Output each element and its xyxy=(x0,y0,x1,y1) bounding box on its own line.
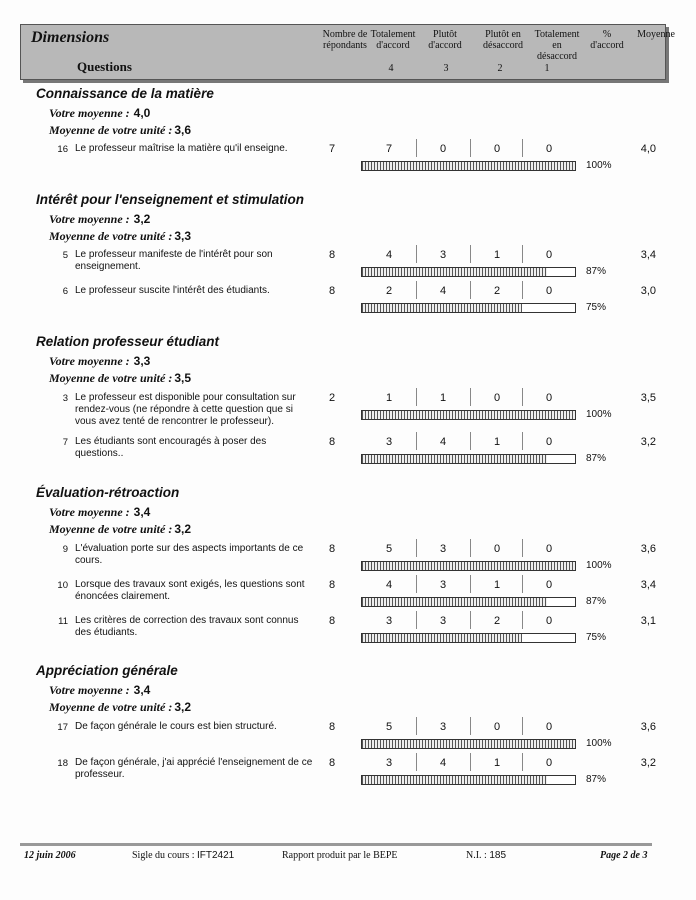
footer-course-label: Sigle du cours : xyxy=(132,850,195,861)
column-separator xyxy=(416,432,417,450)
response-count-1: 0 xyxy=(545,249,553,261)
header-scale-3: 3 xyxy=(443,63,449,74)
response-count-4: 4 xyxy=(385,579,393,591)
question-mean: 3,5 xyxy=(640,392,656,404)
agreement-bar xyxy=(361,633,576,643)
response-count-1: 0 xyxy=(545,721,553,733)
column-separator xyxy=(416,575,417,593)
response-count-1: 0 xyxy=(545,143,553,155)
response-count-3: 4 xyxy=(439,757,447,769)
agreement-percent: 100% xyxy=(586,409,612,420)
question-mean: 3,2 xyxy=(640,436,656,448)
question-text: Le professeur suscite l'intérêt des étudiants. xyxy=(75,285,270,296)
section-title: Intérêt pour l'enseignement et stimulation xyxy=(36,192,304,207)
column-separator xyxy=(522,611,523,629)
unit-mean-value: 3,5 xyxy=(174,371,192,385)
question-number: 5 xyxy=(62,250,68,261)
column-separator xyxy=(470,575,471,593)
question-number: 18 xyxy=(57,758,68,769)
unit-mean: Moyenne de votre unité : 3,5 xyxy=(49,371,192,385)
response-count-1: 0 xyxy=(545,543,553,555)
agreement-percent: 87% xyxy=(586,266,607,277)
your-mean-value: 3,3 xyxy=(133,354,151,368)
header-column-4: Totalement en désaccord xyxy=(534,29,580,62)
agreement-bar xyxy=(361,410,576,420)
column-separator xyxy=(522,575,523,593)
agreement-bar xyxy=(361,739,576,749)
response-count-3: 3 xyxy=(439,543,447,555)
agreement-bar-fill xyxy=(362,162,575,170)
response-count-4: 2 xyxy=(385,285,393,297)
column-separator xyxy=(416,281,417,299)
response-count-3: 4 xyxy=(439,285,447,297)
header-column-1: Totalement d'accord xyxy=(370,29,416,51)
question-text: De façon générale, j'ai apprécié l'enseignement de ce professeur. xyxy=(75,757,313,780)
column-separator xyxy=(470,753,471,771)
respondent-count: 8 xyxy=(328,615,336,627)
your-mean: Votre moyenne : 3,2 xyxy=(49,212,151,226)
unit-mean: Moyenne de votre unité : 3,3 xyxy=(49,229,192,243)
column-separator xyxy=(470,539,471,557)
response-count-4: 5 xyxy=(385,721,393,733)
footer-page: Page 2 de 3 xyxy=(600,850,648,861)
respondent-count: 8 xyxy=(328,579,336,591)
agreement-bar xyxy=(361,775,576,785)
question-mean: 3,0 xyxy=(640,285,656,297)
unit-mean: Moyenne de votre unité : 3,6 xyxy=(49,123,192,137)
column-separator xyxy=(522,717,523,735)
header-column-6: Moyenne xyxy=(637,29,675,40)
response-count-2: 1 xyxy=(493,579,501,591)
column-separator xyxy=(470,717,471,735)
footer-divider xyxy=(20,843,652,846)
response-count-2: 1 xyxy=(493,436,501,448)
question-number: 7 xyxy=(62,437,68,448)
question-text: Le professeur maîtrise la matière qu'il enseigne. xyxy=(75,143,288,154)
agreement-bar-fill xyxy=(362,411,575,419)
column-separator xyxy=(416,611,417,629)
agreement-bar xyxy=(361,303,576,313)
column-separator xyxy=(522,388,523,406)
question-mean: 3,2 xyxy=(640,757,656,769)
response-count-2: 0 xyxy=(493,392,501,404)
respondent-count: 8 xyxy=(328,757,336,769)
response-count-3: 3 xyxy=(439,249,447,261)
footer-ni xyxy=(466,850,506,861)
agreement-bar xyxy=(361,561,576,571)
section-title: Connaissance de la matière xyxy=(36,86,214,101)
column-separator xyxy=(416,388,417,406)
column-separator xyxy=(416,539,417,557)
response-count-4: 1 xyxy=(385,392,393,404)
your-mean-value: 3,4 xyxy=(133,505,151,519)
question-mean: 3,4 xyxy=(640,579,656,591)
question-number: 3 xyxy=(62,393,68,404)
column-separator xyxy=(416,717,417,735)
header-dimensions: Dimensions xyxy=(31,29,110,46)
response-count-4: 3 xyxy=(385,615,393,627)
agreement-bar xyxy=(361,454,576,464)
question-text: Le professeur est disponible pour consultation sur rendez-vous (ne répondre à cette question que si vous avez tenté de rencontrer le professeur). xyxy=(75,392,296,427)
agreement-percent: 75% xyxy=(586,632,607,643)
your-mean-value: 3,2 xyxy=(133,212,151,226)
respondent-count: 8 xyxy=(328,721,336,733)
response-count-2: 2 xyxy=(493,615,501,627)
header-column-5: % d'accord xyxy=(590,29,624,51)
agreement-bar-fill xyxy=(362,776,547,784)
response-count-3: 0 xyxy=(439,143,447,155)
your-mean: Votre moyenne : 3,4 xyxy=(49,683,151,697)
agreement-percent: 100% xyxy=(586,160,612,171)
respondent-count: 2 xyxy=(328,392,336,404)
unit-mean-value: 3,2 xyxy=(174,700,192,714)
column-separator xyxy=(416,139,417,157)
response-count-4: 3 xyxy=(385,757,393,769)
table-header xyxy=(20,24,675,80)
footer-report: Rapport produit par le BEPE xyxy=(282,850,398,861)
response-count-2: 1 xyxy=(493,249,501,261)
agreement-percent: 87% xyxy=(586,774,607,785)
column-separator xyxy=(470,281,471,299)
header-column-3: Plutôt en désaccord xyxy=(483,29,523,51)
response-count-3: 1 xyxy=(439,392,447,404)
question-number: 6 xyxy=(62,286,68,297)
agreement-percent: 87% xyxy=(586,453,607,464)
footer-course xyxy=(132,850,234,861)
question-text: De façon générale le cours est bien structuré. xyxy=(75,721,277,732)
agreement-percent: 100% xyxy=(586,738,612,749)
section-title: Évaluation-rétroaction xyxy=(36,485,180,500)
unit-mean-value: 3,3 xyxy=(174,229,192,243)
column-separator xyxy=(522,281,523,299)
column-separator xyxy=(416,753,417,771)
response-count-2: 1 xyxy=(493,757,501,769)
question-number: 9 xyxy=(62,544,68,555)
column-separator xyxy=(522,539,523,557)
agreement-bar-fill xyxy=(362,634,522,642)
response-count-1: 0 xyxy=(545,285,553,297)
header-questions: Questions xyxy=(77,59,132,74)
question-text: Les étudiants sont encouragés à poser des questions.. xyxy=(75,436,267,459)
respondent-count: 8 xyxy=(328,285,336,297)
response-count-3: 3 xyxy=(439,579,447,591)
respondent-count: 7 xyxy=(328,143,336,155)
header-scale-4: 4 xyxy=(388,63,394,74)
column-separator xyxy=(470,432,471,450)
response-count-4: 7 xyxy=(385,143,393,155)
agreement-bar xyxy=(361,597,576,607)
column-separator xyxy=(522,432,523,450)
response-count-4: 3 xyxy=(385,436,393,448)
response-count-2: 2 xyxy=(493,285,501,297)
agreement-bar xyxy=(361,267,576,277)
unit-mean: Moyenne de votre unité : 3,2 xyxy=(49,522,192,536)
question-mean: 4,0 xyxy=(640,143,656,155)
respondent-count: 8 xyxy=(328,249,336,261)
your-mean-value: 4,0 xyxy=(133,106,151,120)
column-separator xyxy=(522,245,523,263)
question-mean: 3,4 xyxy=(640,249,656,261)
unit-mean-value: 3,2 xyxy=(174,522,192,536)
agreement-bar xyxy=(361,161,576,171)
agreement-bar-fill xyxy=(362,598,547,606)
agreement-bar-fill xyxy=(362,455,547,463)
your-mean: Votre moyenne : 3,4 xyxy=(49,505,151,519)
agreement-percent: 87% xyxy=(586,596,607,607)
response-count-1: 0 xyxy=(545,436,553,448)
footer-course-value: IFT2421 xyxy=(197,850,235,861)
question-mean: 3,6 xyxy=(640,543,656,555)
question-mean: 3,6 xyxy=(640,721,656,733)
column-separator xyxy=(470,388,471,406)
agreement-percent: 100% xyxy=(586,560,612,571)
response-count-4: 5 xyxy=(385,543,393,555)
header-scale-1: 1 xyxy=(544,63,550,74)
response-count-1: 0 xyxy=(545,615,553,627)
respondent-count: 8 xyxy=(328,436,336,448)
your-mean: Votre moyenne : 4,0 xyxy=(49,106,151,120)
column-separator xyxy=(470,611,471,629)
respondent-count: 8 xyxy=(328,543,336,555)
response-count-1: 0 xyxy=(545,757,553,769)
response-count-3: 3 xyxy=(439,721,447,733)
agreement-bar-fill xyxy=(362,562,575,570)
footer-ni-label: N.I. : xyxy=(466,850,487,861)
question-number: 16 xyxy=(57,144,68,155)
agreement-bar-fill xyxy=(362,268,547,276)
question-number: 10 xyxy=(57,580,68,591)
agreement-bar-fill xyxy=(362,740,575,748)
footer-date: 12 juin 2006 xyxy=(24,850,76,861)
response-count-1: 0 xyxy=(545,392,553,404)
your-mean: Votre moyenne : 3,3 xyxy=(49,354,151,368)
column-separator xyxy=(416,245,417,263)
response-count-3: 3 xyxy=(439,615,447,627)
question-mean: 3,1 xyxy=(640,615,656,627)
question-number: 17 xyxy=(57,722,68,733)
section-title: Relation professeur étudiant xyxy=(36,334,220,349)
agreement-bar-fill xyxy=(362,304,522,312)
response-count-2: 0 xyxy=(493,143,501,155)
unit-mean: Moyenne de votre unité : 3,2 xyxy=(49,700,192,714)
column-separator xyxy=(522,139,523,157)
response-count-4: 4 xyxy=(385,249,393,261)
response-count-2: 0 xyxy=(493,543,501,555)
header-column-0: Nombre de répondants xyxy=(322,29,368,51)
header-column-2: Plutôt d'accord xyxy=(428,29,462,51)
question-text: Le professeur manifeste de l'intérêt pour son enseignement. xyxy=(75,249,273,272)
column-separator xyxy=(470,245,471,263)
column-separator xyxy=(470,139,471,157)
question-number: 11 xyxy=(58,616,68,627)
response-count-3: 4 xyxy=(439,436,447,448)
section-title: Appréciation générale xyxy=(36,663,178,678)
question-text: Lorsque des travaux sont exigés, les questions sont énoncées clairement. xyxy=(75,579,305,602)
footer-ni-value: 185 xyxy=(489,850,507,861)
response-count-2: 0 xyxy=(493,721,501,733)
question-text: Les critères de correction des travaux sont connus des étudiants. xyxy=(75,615,299,638)
question-text: L'évaluation porte sur des aspects importants de ce cours. xyxy=(75,543,304,566)
agreement-percent: 75% xyxy=(586,302,607,313)
column-separator xyxy=(522,753,523,771)
response-count-1: 0 xyxy=(545,579,553,591)
unit-mean-value: 3,6 xyxy=(174,123,192,137)
your-mean-value: 3,4 xyxy=(133,683,151,697)
header-scale-2: 2 xyxy=(497,63,503,74)
